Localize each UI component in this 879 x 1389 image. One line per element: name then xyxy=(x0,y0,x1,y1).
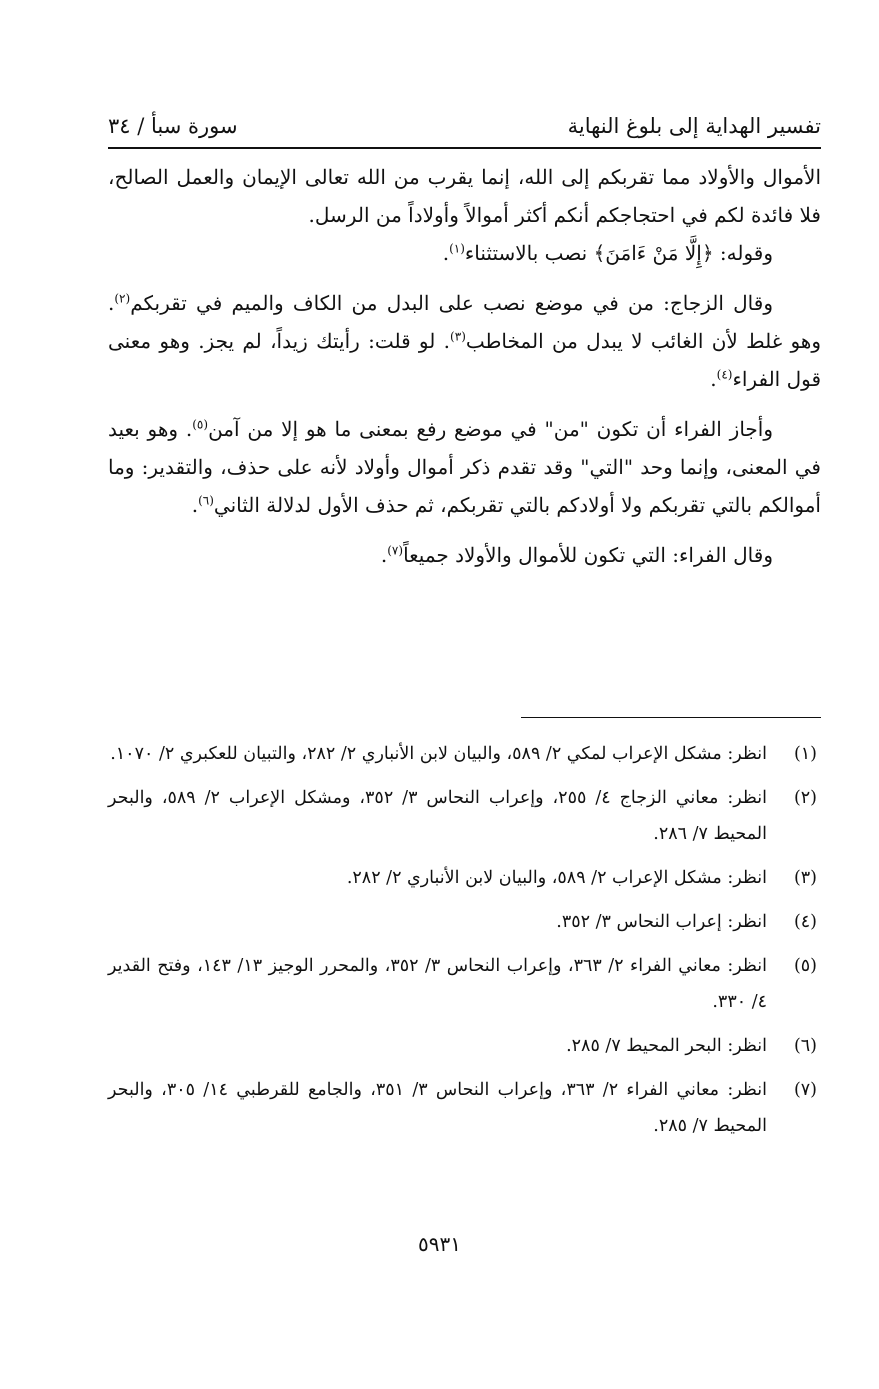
footnote-1 xyxy=(108,736,821,772)
footnote-4 xyxy=(108,904,821,940)
footnote-text: انظر: معاني الفراء ٢/ ٣٦٣، وإعراب النحاس ٣/ ٣٥١، والجامع للقرطبي ١٤/ ٣٠٥، والبحر المحيط ٧/ ٢٨٥. xyxy=(108,1080,767,1136)
header-divider xyxy=(108,147,821,149)
footnote-ref-6: (٦) xyxy=(198,493,214,508)
paragraph-2: وقوله: ﴿إِلَّا مَنْ ءَامَنَ﴾ نصب بالاستثناء$^{(١)}$. xyxy=(442,241,773,265)
main-text xyxy=(108,158,821,574)
footnote-text: انظر: معاني الزجاج ٤/ ٢٥٥، وإعراب النحاس ٣/ ٣٥٢، ومشكل الإعراب ٢/ ٥٨٩، والبحر المحيط ٧/ ٢٨٦. xyxy=(108,788,767,844)
footnote-text: انظر: مشكل الإعراب ٢/ ٥٨٩، والبيان لابن الأنباري ٢/ ٢٨٢. xyxy=(346,868,767,888)
footnote-number: (٥) xyxy=(793,956,817,976)
paragraph-4: وأجاز الفراء أن تكون "من" في موضع رفع بمعنى ما هو إلا من آمن$^{(٥)}$. وهو بعيد في المعنى، وإنما وحد "التي" وقد تقدم ذكر أموال وأولاد لأنه على حذف، والتقدير: وما أموالكم بالتي تقربكم ولا أولادكم بالتي تقربكم، ثم حذف الأول لدلالة الثاني$^{(٦)}$. xyxy=(108,417,821,517)
paragraph-2-text: وقوله: ﴿إِلَّا مَنْ ءَامَنَ﴾ نصب بالاستثناء xyxy=(464,241,773,265)
paragraph-1: الأموال والأولاد مما تقربكم إلى الله، إنما يقرب من الله تعالى الإيمان والعمل الصالح، فلا فائدة لكم في احتجاجكم أنكم أكثر أموالاً وأولاداً من الرسل. xyxy=(108,165,821,227)
paragraph-3b-text: وهو غلط لأن الغائب لا يبدل من المخاطب xyxy=(465,329,822,353)
paragraph-3c-text: لو قلت: رأيتك زيداً، لم يجز. وهو معنى قول الفراء xyxy=(108,329,821,391)
footnote-ref-4: (٤) xyxy=(716,367,733,382)
footnote-number: (٢) xyxy=(793,788,817,808)
footnote-number: (٤) xyxy=(793,912,817,932)
footnote-ref-7: (٧) xyxy=(387,543,404,558)
footnote-2 xyxy=(108,780,821,852)
footnote-number: (٣) xyxy=(793,868,817,888)
book-title: تفسير الهداية إلى بلوغ النهاية xyxy=(567,114,821,138)
footnote-7 xyxy=(108,1072,821,1144)
footnote-ref-1: (١) xyxy=(449,241,465,256)
footnote-ref-2: (٢) xyxy=(114,291,131,306)
footnote-text: انظر: مشكل الإعراب لمكي ٢/ ٥٨٩، والبيان لابن الأنباري ٢/ ٢٨٢، والتبيان للعكبري ٢/ ١٠٧٠. xyxy=(110,744,767,764)
paragraph-3-text: وقال الزجاج: من في موضع نصب على البدل من الكاف والميم في تقربكم xyxy=(130,291,773,315)
paragraph-5-text: وقال الفراء: التي تكون للأموال والأولاد جميعاً xyxy=(403,543,773,567)
paragraph-4b-text: وهو بعيد في المعنى، وإنما وحد "التي" وقد تقدم ذكر أموال وأولاد لأنه على حذف، والتقدير: وما أموالكم بالتي تقربكم ولا أولادكم بالتي تقربكم، ثم حذف الأول لدلالة الثاني xyxy=(108,417,821,517)
paragraph-3: وقال الزجاج: من في موضع نصب على البدل من الكاف والميم في تقربكم$^{(٢)}$. وهو غلط لأن الغائب لا يبدل من المخاطب$^{(٣)}$. لو قلت: رأيتك زيداً، لم يجز. وهو معنى قول الفراء$^{(٤)}$. xyxy=(108,291,822,391)
page-number: ٥٩٣١ xyxy=(418,1232,461,1256)
paragraph-5: وقال الفراء: التي تكون للأموال والأولاد جميعاً$^{(٧)}$. xyxy=(380,543,773,567)
running-header xyxy=(108,108,821,144)
footnote-number: (٧) xyxy=(793,1080,817,1100)
footnote-3 xyxy=(108,860,821,896)
footnote-text: انظر: إعراب النحاس ٣/ ٣٥٢. xyxy=(556,912,767,932)
footnote-text: انظر: البحر المحيط ٧/ ٢٨٥. xyxy=(566,1036,767,1056)
footnote-text: انظر: معاني الفراء ٢/ ٣٦٣، وإعراب النحاس ٣/ ٣٥٢، والمحرر الوجيز ١٣/ ١٤٣، وفتح القدير ٤/ ٣٣٠. xyxy=(108,956,767,1012)
paragraph-4-text: وأجاز الفراء أن تكون "من" في موضع رفع بمعنى ما هو إلا من آمن xyxy=(208,417,773,441)
footnotes-section xyxy=(108,736,821,1152)
surah-reference: سورة سبأ / ٣٤ xyxy=(108,114,238,138)
footnote-number: (٦) xyxy=(793,1036,817,1056)
footnote-number: (١) xyxy=(793,744,817,764)
footnote-divider xyxy=(521,717,821,718)
footnote-6 xyxy=(108,1028,821,1064)
footnote-ref-5: (٥) xyxy=(192,417,209,432)
footnote-5 xyxy=(108,948,821,1020)
footnote-ref-3: (٣) xyxy=(450,329,466,344)
